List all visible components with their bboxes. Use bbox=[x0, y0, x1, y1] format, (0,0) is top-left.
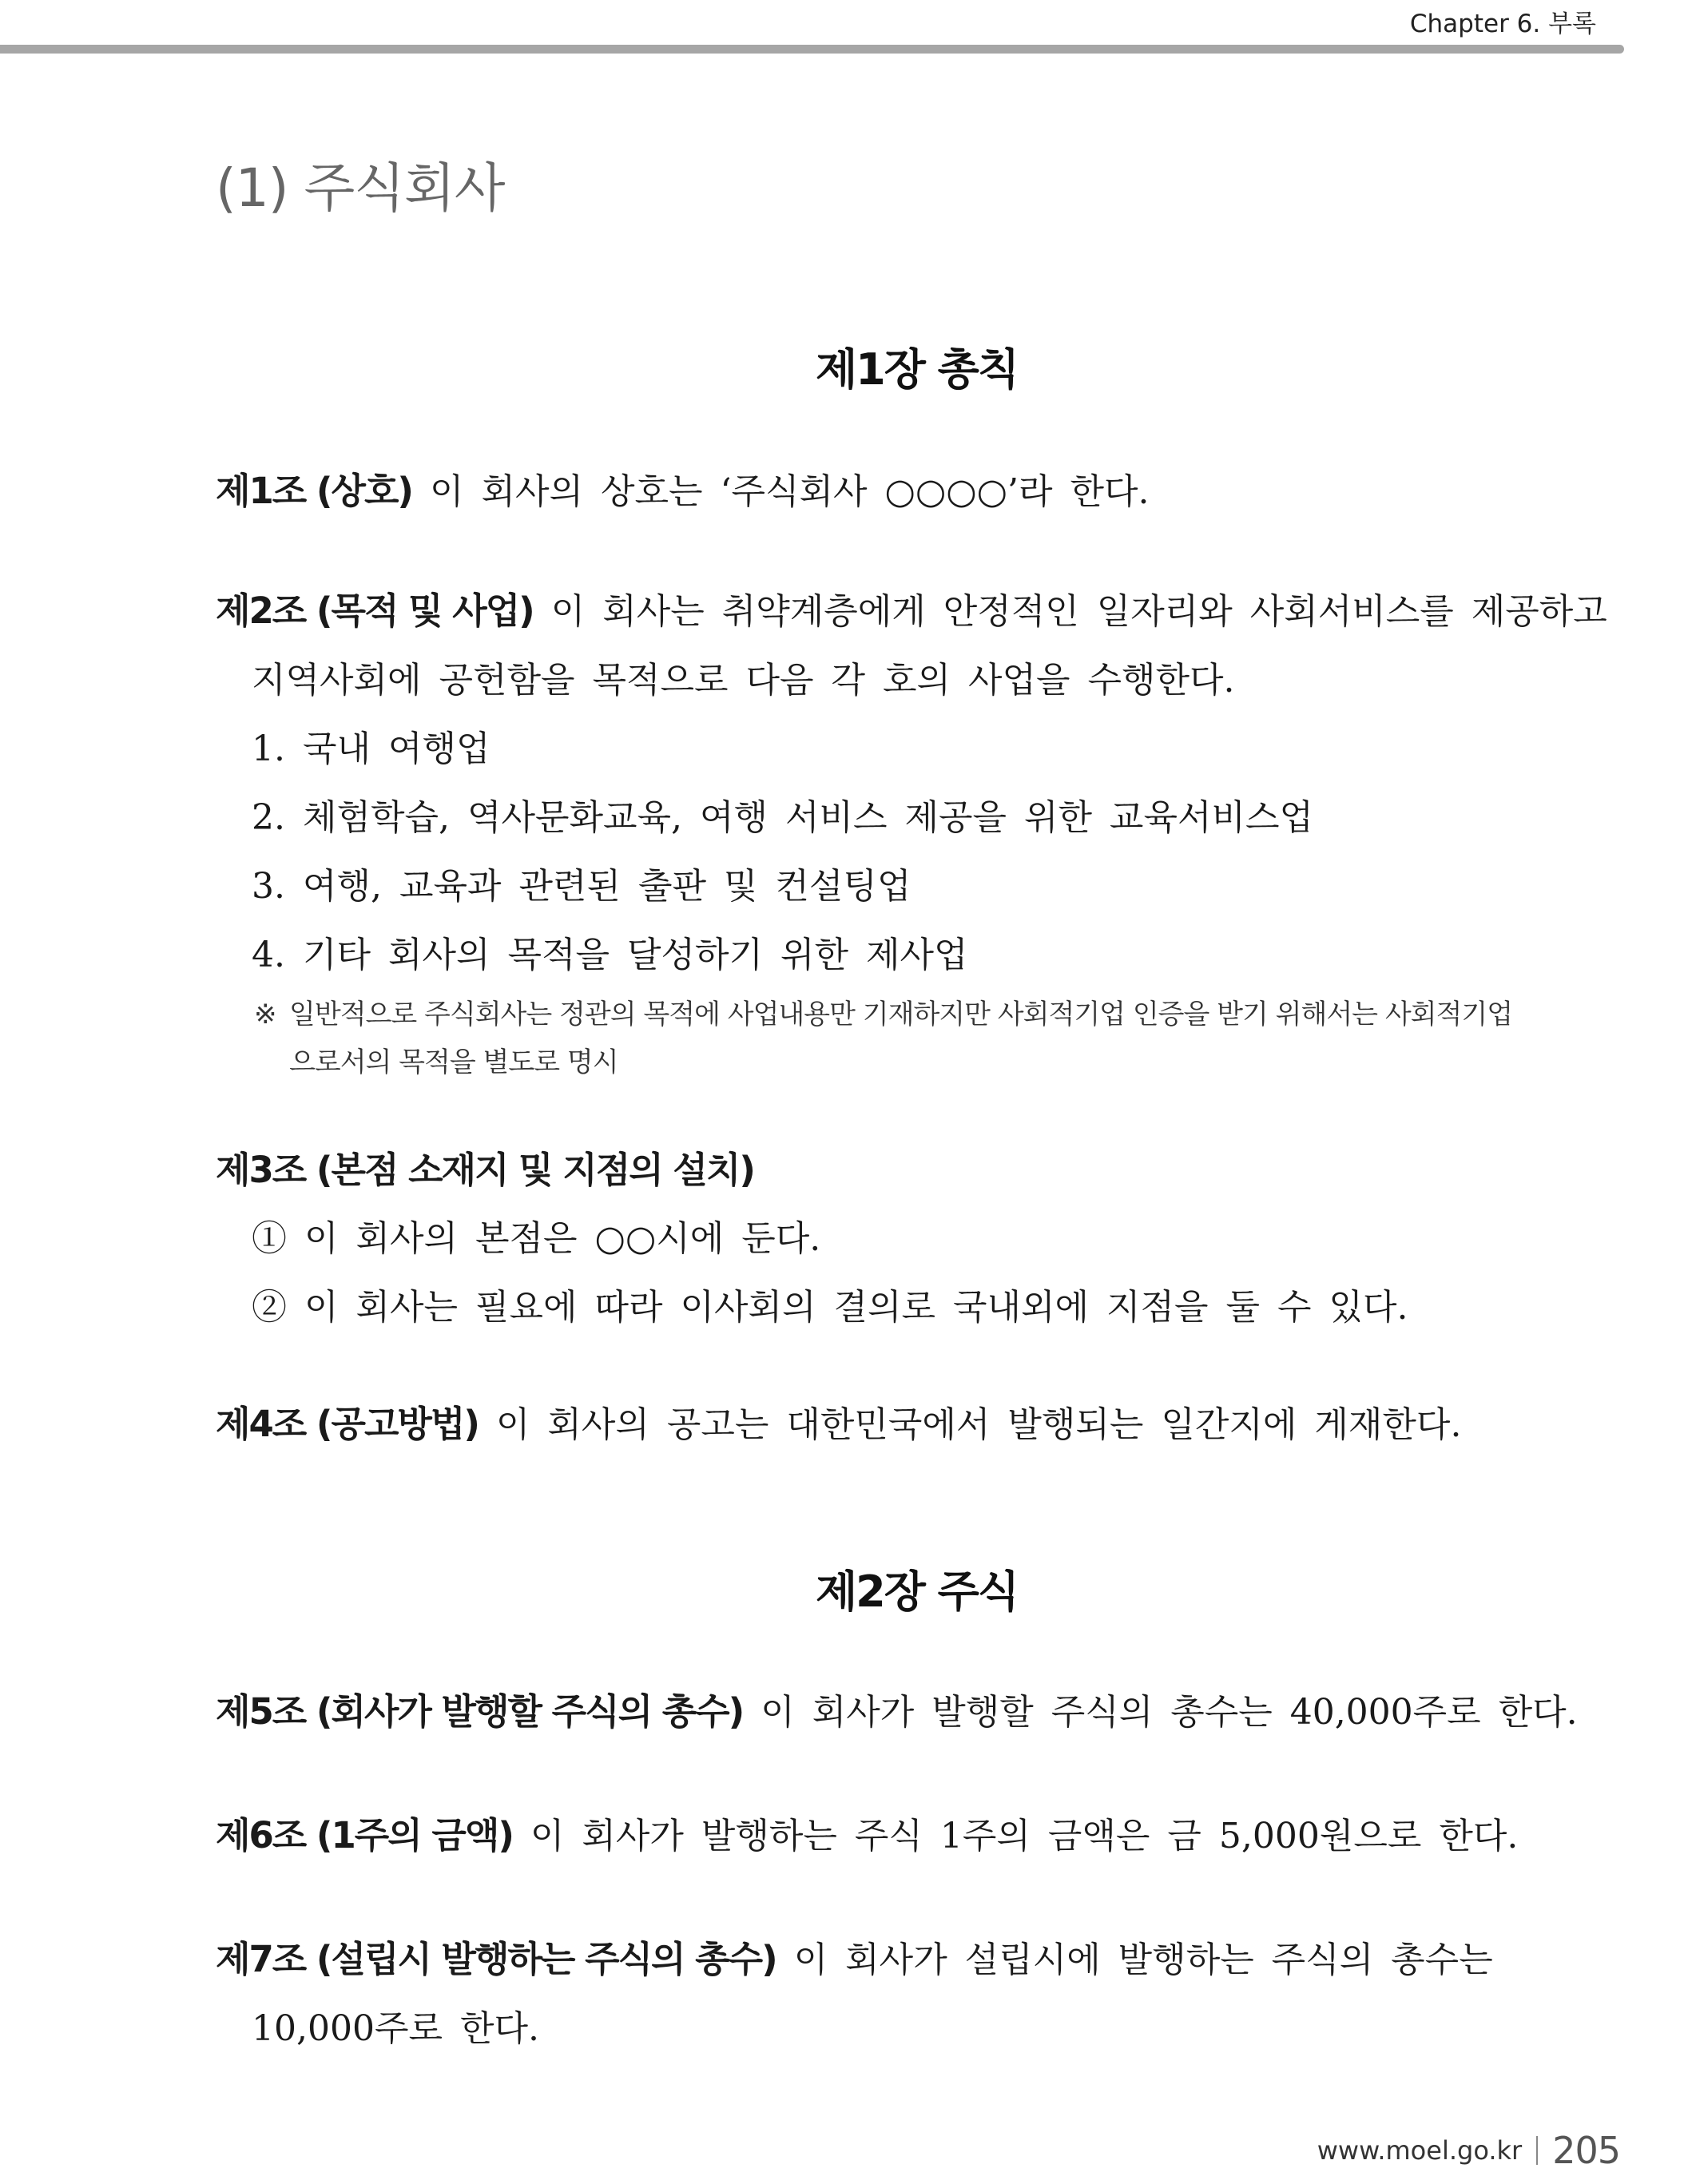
article-3-label: 제3조 (본점 소재지 및 지점의 설치) bbox=[216, 1149, 754, 1191]
running-header: Chapter 6. 부록 bbox=[1409, 10, 1596, 38]
article-2-item-2: 2. 체험학습, 역사문화교육, 여행 서비스 제공을 위한 교육서비스업 bbox=[252, 797, 1313, 838]
article-2-label: 제2조 (목적 및 사업) bbox=[216, 590, 534, 632]
article-2-item-1: 1. 국내 여행업 bbox=[252, 729, 491, 769]
article-7-label: 제7조 (설립시 발행하는 주식의 총수) bbox=[216, 1938, 776, 1980]
article-2-line-1 bbox=[216, 577, 1622, 646]
article-3-item-1: ① 이 회사의 본점은 ○○시에 둔다. bbox=[252, 1218, 821, 1259]
article-1 bbox=[216, 457, 1622, 526]
chapter-heading-1: 제1장 총칙 bbox=[815, 344, 1019, 395]
section-title: (1) 주식회사 bbox=[216, 157, 505, 219]
article-6 bbox=[216, 1801, 1622, 1871]
article-3-item-2: ② 이 회사는 필요에 따라 이사회의 결의로 국내외에 지점을 둘 수 있다. bbox=[252, 1287, 1408, 1328]
article-4-text: 이 회사의 공고는 대한민국에서 발행되는 일간지에 게재한다. bbox=[478, 1404, 1462, 1445]
page-footer bbox=[1317, 2129, 1620, 2172]
note-line-1: 일반적으로 주식회사는 정관의 목적에 사업내용만 기재하지만 사회적기업 인증을 받기 위해서는 사회적기업 bbox=[289, 999, 1513, 1030]
article-4 bbox=[216, 1390, 1622, 1459]
footer-url: www.moel.go.kr bbox=[1317, 2135, 1523, 2166]
page-number: 205 bbox=[1552, 2129, 1620, 2172]
article-5-text: 이 회사가 발행할 주식의 총수는 40,000주로 한다. bbox=[743, 1692, 1578, 1733]
article-6-text: 이 회사가 발행하는 주식 1주의 금액은 금 5,000원으로 한다. bbox=[512, 1816, 1519, 1856]
article-4-label: 제4조 (공고방법) bbox=[216, 1403, 479, 1445]
note-mark: ※ bbox=[254, 999, 276, 1030]
note-line-2: 으로서의 목적을 별도로 명시 bbox=[289, 1046, 618, 1078]
footer-divider bbox=[1536, 2136, 1538, 2165]
article-7-text-1: 이 회사가 설립시에 발행하는 주식의 총수는 bbox=[776, 1940, 1493, 1980]
article-7 bbox=[216, 1925, 1622, 2063]
article-2-line-2: 지역사회에 공헌함을 목적으로 다음 각 호의 사업을 수행한다. bbox=[252, 660, 1235, 701]
article-7-line-2: 10,000주로 한다. bbox=[252, 2008, 539, 2049]
article-1-text: 이 회사의 상호는 ‘주식회사 ○○○○’라 한다. bbox=[412, 471, 1150, 512]
article-2-text-1: 이 회사는 취약계층에게 안정적인 일자리와 사회서비스를 제공하고 bbox=[533, 591, 1607, 632]
header-rule bbox=[0, 45, 1624, 54]
article-3 bbox=[216, 1136, 1622, 1342]
article-2 bbox=[216, 577, 1622, 990]
article-2-note bbox=[254, 991, 1628, 1086]
article-1-label: 제1조 (상호) bbox=[216, 470, 412, 512]
chapter-heading-2: 제2장 주식 bbox=[815, 1567, 1019, 1617]
article-7-line-1 bbox=[216, 1925, 1622, 1995]
article-5-label: 제5조 (회사가 발행할 주식의 총수) bbox=[216, 1690, 744, 1733]
article-2-item-4: 4. 기타 회사의 목적을 달성하기 위한 제사업 bbox=[252, 935, 968, 975]
article-6-label: 제6조 (1주의 금액) bbox=[216, 1814, 513, 1856]
article-5 bbox=[216, 1678, 1622, 1747]
article-2-item-3: 3. 여행, 교육과 관련된 출판 및 컨설팅업 bbox=[252, 866, 912, 907]
